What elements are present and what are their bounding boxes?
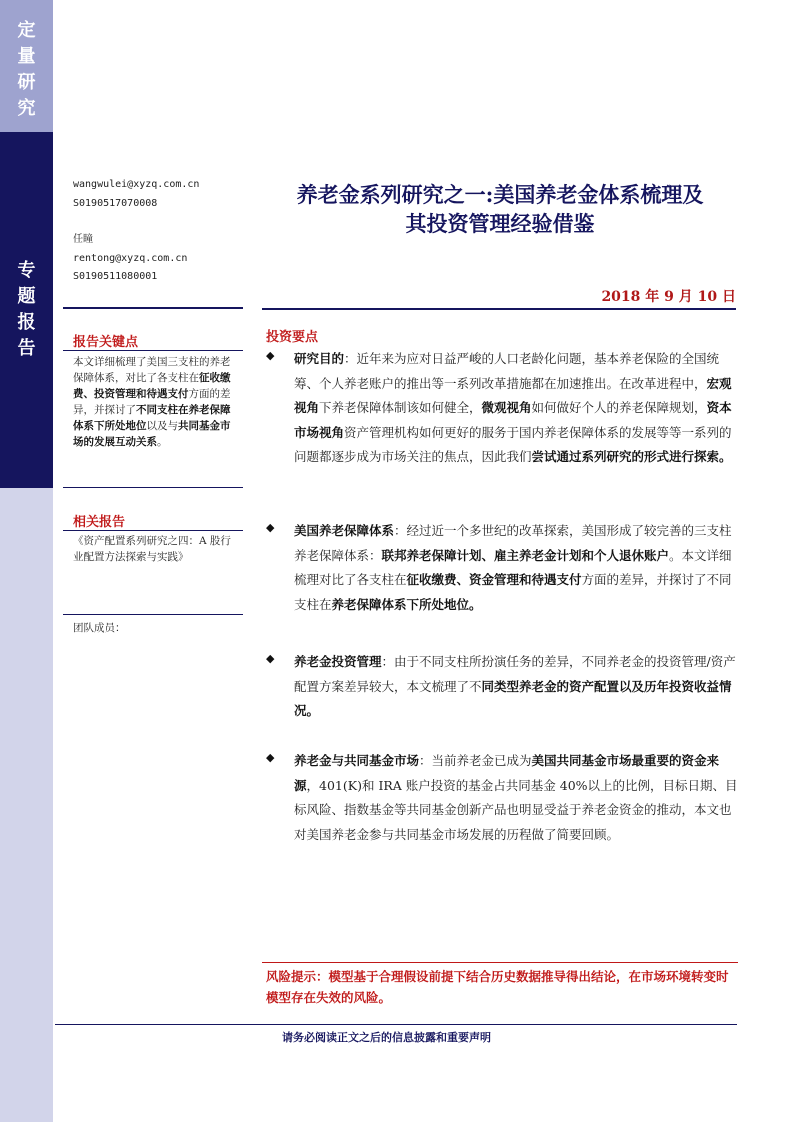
report-title [240, 180, 760, 238]
team-divider [63, 614, 243, 615]
sidebar-low-band [0, 488, 53, 1122]
report-title-line2: 其投资管理经验借鉴 [405, 211, 595, 236]
diamond-bullet-icon: ◆ [266, 521, 275, 534]
report-title-line1: 养老金系列研究之一:美国养老金体系梳理及 [296, 182, 704, 207]
related-report-link[interactable]: 《资产配置系列研究之四：A 股行业配置方法探索与实践》 [73, 535, 231, 563]
report-date: 2018 年 9 月 10 日 [601, 289, 736, 305]
analyst-contacts [73, 176, 199, 287]
key-points-end-divider [63, 487, 243, 488]
related-reports-divider [63, 530, 243, 531]
bullet-research-purpose: ◆ 研究目的：近年来为应对日益严峻的人口老龄化问题，基本养老保险的全国统筹、个人养老账户的推出等一系列改革措施都在加速推出。在改革进程中，宏观视角下养老保障体制该如何健全，微观视角如何做好个人的养老保障规划，资本市场视角资产管理机构如何更好的服务于国内养老保障体系的发展等等一系列的问题都逐步成为市场关注的焦点，因此我们尝试通过系列研究的形式进行探索。 [266, 349, 732, 464]
diamond-bullet-icon: ◆ [266, 652, 275, 665]
investment-points-heading: 投资要点 [266, 330, 319, 345]
left-column-divider [63, 307, 243, 309]
related-reports-heading: 相关报告 [73, 515, 126, 530]
footer-divider [55, 1024, 737, 1025]
bullet-pension-investment: ◆ 养老金投资管理：由于不同支柱所扮演任务的差异，不同养老金的投资管理/资产配置方案差异较大，本文梳理了不同类型养老金的资产配置以及历年投资收益情况。 [266, 652, 736, 718]
sidebar-category-label: 定 量 研 究 [17, 20, 36, 119]
analyst-cert-number: S0190511080001 [73, 271, 158, 283]
disclaimer-footer: 请务必阅读正文之后的信息披露和重要声明 [282, 1031, 491, 1044]
analyst-name: 任瞳 [73, 234, 93, 246]
analyst-cert-number: S0190517070008 [73, 197, 158, 209]
bullet-mutual-fund-market: ◆ 养老金与共同基金市场：当前养老金已成为美国共同基金市场最重要的资金来源，401(K)和 IRA 账户投资的基金占共同基金 40%以上的比例，目标日期、目标风险、指数基金等共同基金创新产品也明显受益于养老金资金的推动，本文也对美国养老金参与共同基金市场发展的历程做了简要回顾。 [266, 751, 738, 842]
key-points-divider [63, 350, 243, 351]
sidebar-type-label: 专 题 报 告 [17, 260, 36, 359]
key-points-text: 本文详细梳理了美国三支柱的养老保障体系，对比了各支柱在征收缴费、投资管理和待遇支付方面的差异，并探讨了不同支柱在养老保障体系下所处地位以及与共同基金市场的发展互动关系。 [73, 356, 231, 448]
title-divider [262, 308, 736, 310]
bullet-us-pension-system: ◆ 美国养老保障体系：经过近一个多世纪的改革探索，美国形成了较完善的三支柱养老保障体系：联邦养老保障计划、雇主养老金计划和个人退休账户。本文详细梳理对比了各支柱在征收缴费、资金管理和待遇支付方面的差异，并探讨了不同支柱在养老保障体系下所处地位。 [266, 521, 732, 612]
key-points-heading: 报告关键点 [73, 335, 139, 350]
analyst-email[interactable]: rentong@xyzq.com.cn [73, 252, 188, 264]
diamond-bullet-icon: ◆ [266, 349, 275, 362]
analyst-email[interactable]: wangwulei@xyzq.com.cn [73, 179, 200, 190]
risk-warning: 风险提示：模型基于合理假设前提下结合历史数据推导得出结论，在市场环境转变时模型存在失效的风险。 [266, 969, 729, 1005]
risk-divider [262, 962, 738, 963]
team-members-label: 团队成员： [73, 622, 126, 634]
diamond-bullet-icon: ◆ [266, 751, 275, 764]
